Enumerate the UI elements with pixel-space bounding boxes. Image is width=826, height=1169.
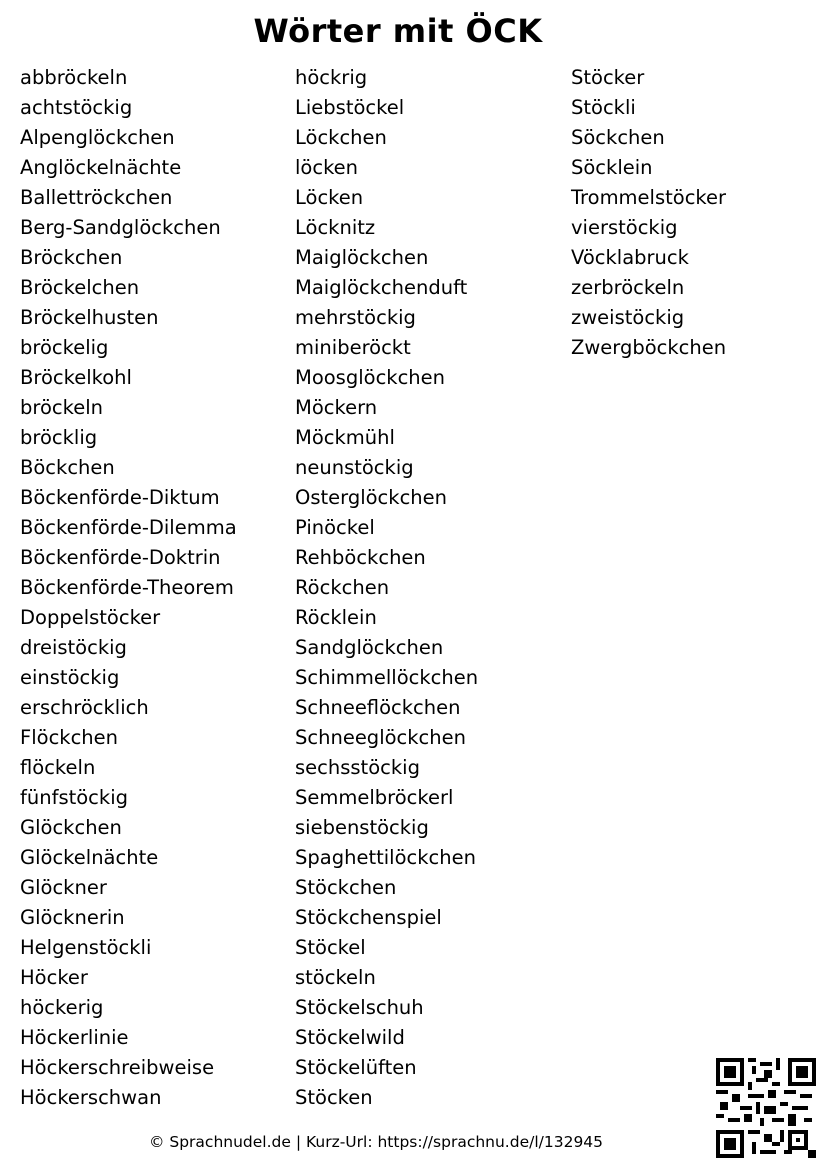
word-item: Söcklein <box>571 156 653 179</box>
word-item: Stöckelwild <box>295 1026 405 1049</box>
word-item: Alpenglöckchen <box>20 126 175 149</box>
word-item: Helgenstöckli <box>20 936 152 959</box>
word-item: Zwergböckchen <box>571 336 727 359</box>
word-item: flöckeln <box>20 756 96 779</box>
word-item: Maiglöckchenduft <box>295 276 468 299</box>
word-item: erschröcklich <box>20 696 149 719</box>
word-item: vierstöckig <box>571 216 678 239</box>
page-title: Wörter mit ÖCK <box>253 12 543 50</box>
word-item: Schneeflöckchen <box>295 696 461 719</box>
word-item: Höcker <box>20 966 88 989</box>
word-item: Schneeglöckchen <box>295 726 466 749</box>
word-column-2 <box>295 63 478 1113</box>
word-column-1 <box>20 63 237 1113</box>
word-item: Löcken <box>295 186 364 209</box>
word-item: Sandglöckchen <box>295 636 444 659</box>
qr-code-icon <box>716 1058 816 1158</box>
word-item: fünfstöckig <box>20 786 128 809</box>
footer-text: © Sprachnudel.de | Kurz-Url: https://sprachnu.de/l/132945 <box>148 1133 604 1151</box>
word-item: sechsstöckig <box>295 756 420 779</box>
word-item: Bröckchen <box>20 246 123 269</box>
word-item: Maiglöckchen <box>295 246 429 269</box>
word-item: neunstöckig <box>295 456 414 479</box>
word-item: Trommelstöcker <box>571 186 727 209</box>
word-item: Glöckchen <box>20 816 122 839</box>
word-item: Löckchen <box>295 126 387 149</box>
word-item: Glöcknerin <box>20 906 125 929</box>
word-item: Bröckelhusten <box>20 306 159 329</box>
word-item: abbröckeln <box>20 66 128 89</box>
word-item: einstöckig <box>20 666 120 689</box>
word-item: stöckeln <box>295 966 376 989</box>
word-item: mehrstöckig <box>295 306 416 329</box>
word-item: Berg-Sandglöckchen <box>20 216 221 239</box>
word-item: höckrig <box>295 66 368 89</box>
word-item: zerbröckeln <box>571 276 685 299</box>
word-item: Röckchen <box>295 576 390 599</box>
word-item: Böckchen <box>20 456 115 479</box>
word-item: Doppelstöcker <box>20 606 161 629</box>
word-column-3 <box>571 63 726 363</box>
word-item: bröckeln <box>20 396 103 419</box>
word-item: dreistöckig <box>20 636 127 659</box>
word-item: Osterglöckchen <box>295 486 448 509</box>
word-item: Möckern <box>295 396 378 419</box>
word-item: Söckchen <box>571 126 665 149</box>
word-item: löcken <box>295 156 359 179</box>
word-item: Stöckel <box>295 936 366 959</box>
word-item: Stöckelschuh <box>295 996 424 1019</box>
word-item: Vöcklabruck <box>571 246 689 269</box>
word-item: siebenstöckig <box>295 816 429 839</box>
word-item: zweistöckig <box>571 306 685 329</box>
word-item: Pinöckel <box>295 516 375 539</box>
word-item: Moosglöckchen <box>295 366 446 389</box>
word-item: Möckmühl <box>295 426 395 449</box>
word-item: Semmelbröckerl <box>295 786 454 809</box>
word-item: bröcklig <box>20 426 98 449</box>
word-item: Böckenförde-Diktum <box>20 486 220 509</box>
word-item: Stöckchenspiel <box>295 906 442 929</box>
word-item: Flöckchen <box>20 726 119 749</box>
word-item: bröckelig <box>20 336 109 359</box>
word-item: Löcknitz <box>295 216 376 239</box>
word-item: Stöcker <box>571 66 645 89</box>
word-item: Röcklein <box>295 606 377 629</box>
word-item: Höckerschreibweise <box>20 1056 215 1079</box>
word-item: Stöckli <box>571 96 636 119</box>
word-item: Glöckner <box>20 876 107 899</box>
word-item: Bröckelchen <box>20 276 140 299</box>
word-item: Höckerschwan <box>20 1086 162 1109</box>
word-item: Ballettröckchen <box>20 186 173 209</box>
word-item: Stöckelüften <box>295 1056 417 1079</box>
word-item: Böckenförde-Dilemma <box>20 516 237 539</box>
word-item: Anglöckelnächte <box>20 156 182 179</box>
word-item: Schimmellöckchen <box>295 666 479 689</box>
word-item: miniberöckt <box>295 336 411 359</box>
word-item: Stöckchen <box>295 876 397 899</box>
word-item: Höckerlinie <box>20 1026 129 1049</box>
word-item: Böckenförde-Doktrin <box>20 546 221 569</box>
word-item: Stöcken <box>295 1086 373 1109</box>
word-item: achtstöckig <box>20 96 133 119</box>
word-item: Liebstöckel <box>295 96 405 119</box>
word-item: Spaghettilöckchen <box>295 846 476 869</box>
word-item: höckerig <box>20 996 104 1019</box>
word-item: Rehböckchen <box>295 546 426 569</box>
word-item: Glöckelnächte <box>20 846 159 869</box>
word-item: Bröckelkohl <box>20 366 132 389</box>
word-item: Böckenförde-Theorem <box>20 576 234 599</box>
